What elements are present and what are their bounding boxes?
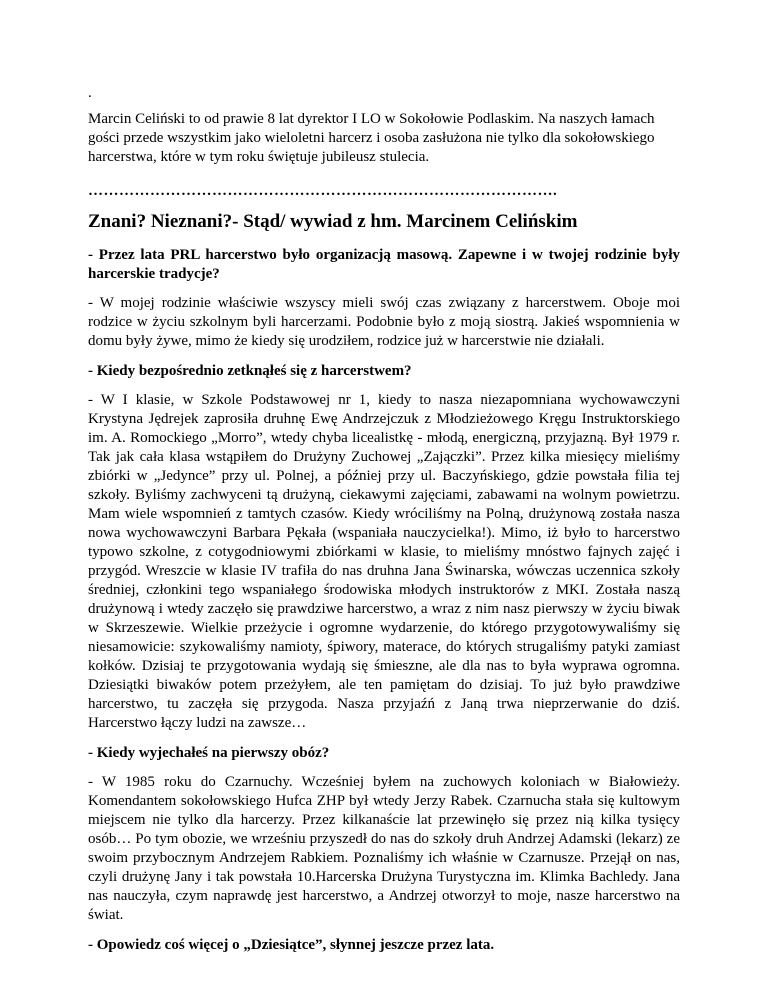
intro-paragraph: Marcin Celiński to od prawie 8 lat dyrektor I LO w Sokołowie Podlaskim. Na naszych łamach gości przede wszystkim jako wieloletni harcerz i osoba zasłużona nie tylko dla sokołowskiego harcerstwa, które w tym roku świętuje jubileusz stulecia.: [88, 111, 655, 165]
question-3: - Kiedy wyjechałeś na pierwszy obóz?: [88, 745, 330, 761]
answer-3: - W 1985 roku do Czarnuchy. Wcześniej byłem na zuchowych koloniach w Białowieży. Komendantem sokołowskiego Hufca ZHP był wtedy Jerzy Rabek. Czarnucha stała się kultowym miejscem nie tylko dla harcerzy. Przez kilkanaście lat przewinęło się przez nią kilka tysięcy osób… Po tym obozie, we wrześniu przyszedł do nas do szkoły druh Andrzej Adamski (lekarz) ze swoim przybocznym Andrzejem Rabkiem. Poznaliśmy ich właśnie w Czarnusze. Przejął on nas, czyli drużynę Jany i tak powstała 10.Harcerska Drużyna Turystyczna im. Klimka Bachledy. Jana nas nauczyła, czym naprawdę jest harcerstwo, a Andrzej otworzył to moje, nasze harcerstwo na świat.: [88, 774, 680, 923]
answer-1: - W mojej rodzinie właściwie wszyscy mieli swój czas związany z harcerstwem. Oboje moi rodzice w życiu szkolnym byli harcerzami. Podobnie było z moją siostrą. Jakieś wspomnienia w domu były żywe, mimo że kiedy się urodziłem, rodzice już w harcerstwie nie działali.: [88, 295, 680, 349]
question-1: - Przez lata PRL harcerstwo było organizacją masową. Zapewne i w twojej rodzinie były harcerskie tradycje?: [88, 247, 680, 282]
document-page: [88, 84, 680, 965]
dotted-separator: ……………………………………………………………………………….: [88, 183, 558, 199]
article-title: Znani? Nieznani?- Stąd/ wywiad z hm. Marcinem Celińskim: [88, 211, 578, 232]
question-2: - Kiedy bezpośrednio zetknąłeś się z harcerstwem?: [88, 363, 412, 379]
answer-2: - W I klasie, w Szkole Podstawowej nr 1, kiedy to nasza niezapomniana wychowawczyni Krystyna Jędrejek zaprosiła druhnę Ewę Andrzejczuk z Młodzieżowego Kręgu Instruktorskiego im. A. Romockiego „Morro”, wtedy chyba licealistkę - młodą, energiczną, przyjazną. Był 1979 r. Tak jak cała klasa wstąpiłem do Drużyny Zuchowej „Zajączki”. Przez kilka miesięcy mieliśmy zbiórki w „Jedynce” przy ul. Polnej, a później przy ul. Baczyńskiego, gdzie powstała filia tej szkoły. Byliśmy zachwyceni tą drużyną, ciekawymi zajęciami, zabawami na wolnym powietrzu. Mam wiele wspomnień z tamtych czasów. Kiedy wróciliśmy na Polną, drużynową została nasza nowa wychowawczyni Barbara Pękała (wspaniała nauczycielka!). Mimo, iż było to harcerstwo typowo szkolne, z cotygodniowymi zbiórkami w klasie, to mieliśmy mnóstwo fajnych zajęć i przygód. Wreszcie w klasie IV trafiła do nas druhna Jana Świnarska, wówczas uczennica szkoły średniej, członkini tego wspaniałego środowiska młodych instruktorów z MKI. Została naszą drużynową i wtedy zaczęło się prawdziwe harcerstwo, a wraz z nim nasz pierwszy w życiu biwak w Skrzeszewie. Wielkie przeżycie i ogromne wydarzenie, do którego przygotowywaliśmy się niesamowicie: szykowaliśmy namioty, śpiwory, materace, do których strugaliśmy patyki zamiast kołków. Dzisiaj te przygotowania wydają się śmieszne, ale dla nas to była wyprawa ogromna. Dziesiątki biwaków potem przeżyłem, ale ten pamiętam do dzisiaj. To już było prawdziwe harcerstwo, tu zaczęła się przygoda. Nasza przyjaźń z Janą trwa nieprzerwanie do dziś. Harcerstwo łączy ludzi na zawsze…: [88, 392, 680, 731]
stray-dot: .: [88, 85, 92, 101]
question-4: - Opowiedz coś więcej o „Dziesiątce”, słynnej jeszcze przez lata.: [88, 937, 495, 953]
